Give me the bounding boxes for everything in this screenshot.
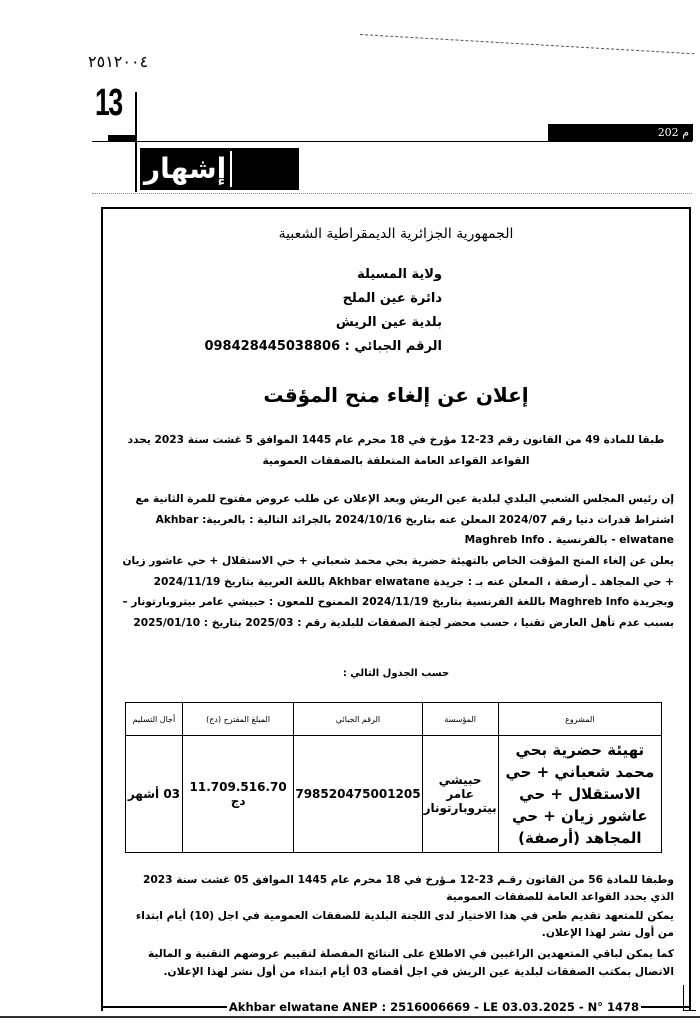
paragraph-2: يعلن عن إلغاء المنح المؤقت الخاص بالتهيئة حضرية بحي محمد شعباني + حي الاستقلال + حي عاشور زيان + حي المجاهد ـ أرصفة ، المعلن عنه بـ : جريدة Akhbar elwatane باللغة العربية بتاريخ 2024/11/19 وبجريدة Maghreb Info باللغة الفرنسية بتاريخ 2024/11/19 الممنوح للمعون : حبيشي عامر بيتروبارتونار – بسبب عدم تأهل العارض تقنيا ، حسب محضر لجنة الصفقات للبلدية رقم : 2025/03 بتاريخ : 2025/01/10 [122, 555, 674, 629]
page-bottom-rule [0, 1016, 700, 1018]
adjacent-frame [683, 985, 696, 1011]
scan-edge-line [360, 34, 695, 55]
tax-number: الرقم الجبائي : 098428445038806 [204, 339, 442, 354]
cell-company: حبيشي عامر بيتروبارتونار [422, 736, 498, 853]
handwritten-note: ٢٥١٢٠٠٤ [88, 52, 149, 71]
cell-amount: 11.709.516.70 دج [182, 736, 293, 853]
header-divider [135, 92, 137, 192]
table-intro: حسب الجدول التالي : [342, 668, 450, 679]
paragraph-5: كما يمكن لباقي المتعهدين الراغبين في الاطلاع على النتائج المفصلة لتقييم عروضهم التقنية و المالية الاتصال بمكتب الصفقات لبلدية عين الريش في اجل أقصاه 03 أيام ابتداء من أول نشر لهذا الإعلان. [147, 948, 674, 978]
header-rule [92, 141, 692, 142]
col-company: المؤسسة [422, 703, 498, 736]
paragraph-4: يمكن للمتعهد تقديم طعن في هذا الاختيار لدى اللجنة البلدية للصفقات العمومية في اجل (10) أيام ابتداء من أول نشر لهذا الإعلان. [135, 910, 674, 939]
col-delivery: أجال التسليم [126, 703, 183, 736]
page-number: 13 [95, 82, 122, 124]
footer-rule [101, 1006, 227, 1008]
table-row [126, 736, 662, 853]
date-bar: 202 م [548, 124, 693, 141]
notice-title: إعلان عن إلغاء منح المؤقت [263, 383, 529, 407]
footer-reference [101, 1000, 691, 1014]
issuer-address [204, 263, 442, 359]
paragraph-3: وطبقا للمادة 56 من القانون رقـم 23-12 مـؤرخ في 18 محرم عام 1445 الموافق 05 غشت سنة 2023 الذي يحدد القواعد العامة للصفقات العمومية [143, 874, 674, 903]
address-line: بلدية عين الريش [335, 315, 442, 330]
dotted-rule [92, 193, 692, 194]
award-table [125, 702, 662, 853]
cell-delivery: 03 أشهر [126, 736, 183, 853]
col-tax-number: الرقم الجبائي [294, 703, 422, 736]
cell-project: تهيئة حضرية بحي محمد شعباني + حي الاستقلال + حي عاشور زيان + حي المجاهد (أرصفة) [498, 736, 661, 853]
cell-tax-number: 798520475001205 [294, 736, 422, 853]
intro-paragraph: طبقا للمادة 49 من القانون رقم 23-12 مؤرخ في 18 محرم عام 1445 الموافق 5 غشت سنة 2023 يحدد القواعد القواعد العامة المتعلقة بالصفقات العمومية [127, 434, 665, 467]
republic-heading: الجمهورية الجزائرية الديمقراطية الشعبية [278, 226, 514, 242]
col-project: المشروع [498, 703, 661, 736]
address-line: دائرة عين الملح [342, 291, 442, 306]
paragraph-1: إن رئيس المجلس الشعبي البلدي لبلدية عين الريش وبعد الإعلان عن طلب عروض مفتوح للمرة الثانية مع اشتراط قدرات دنيا رقم 2024/07 المعلن عنه بتاريخ 2024/10/16 بالجرائد التالية : بالعربية: Akhbar elwatane - بالفرنسية . Maghreb Info [135, 493, 674, 546]
address-line: ولاية المسيلة [357, 267, 442, 282]
col-amount: المبلغ المقترح (دج) [182, 703, 293, 736]
section-banner [140, 148, 299, 190]
footer-text: Akhbar elwatane ANEP : 2516006669 - LE 03.03.2025 - N° 1478 [228, 1000, 639, 1014]
section-title: إشهار [140, 151, 232, 187]
